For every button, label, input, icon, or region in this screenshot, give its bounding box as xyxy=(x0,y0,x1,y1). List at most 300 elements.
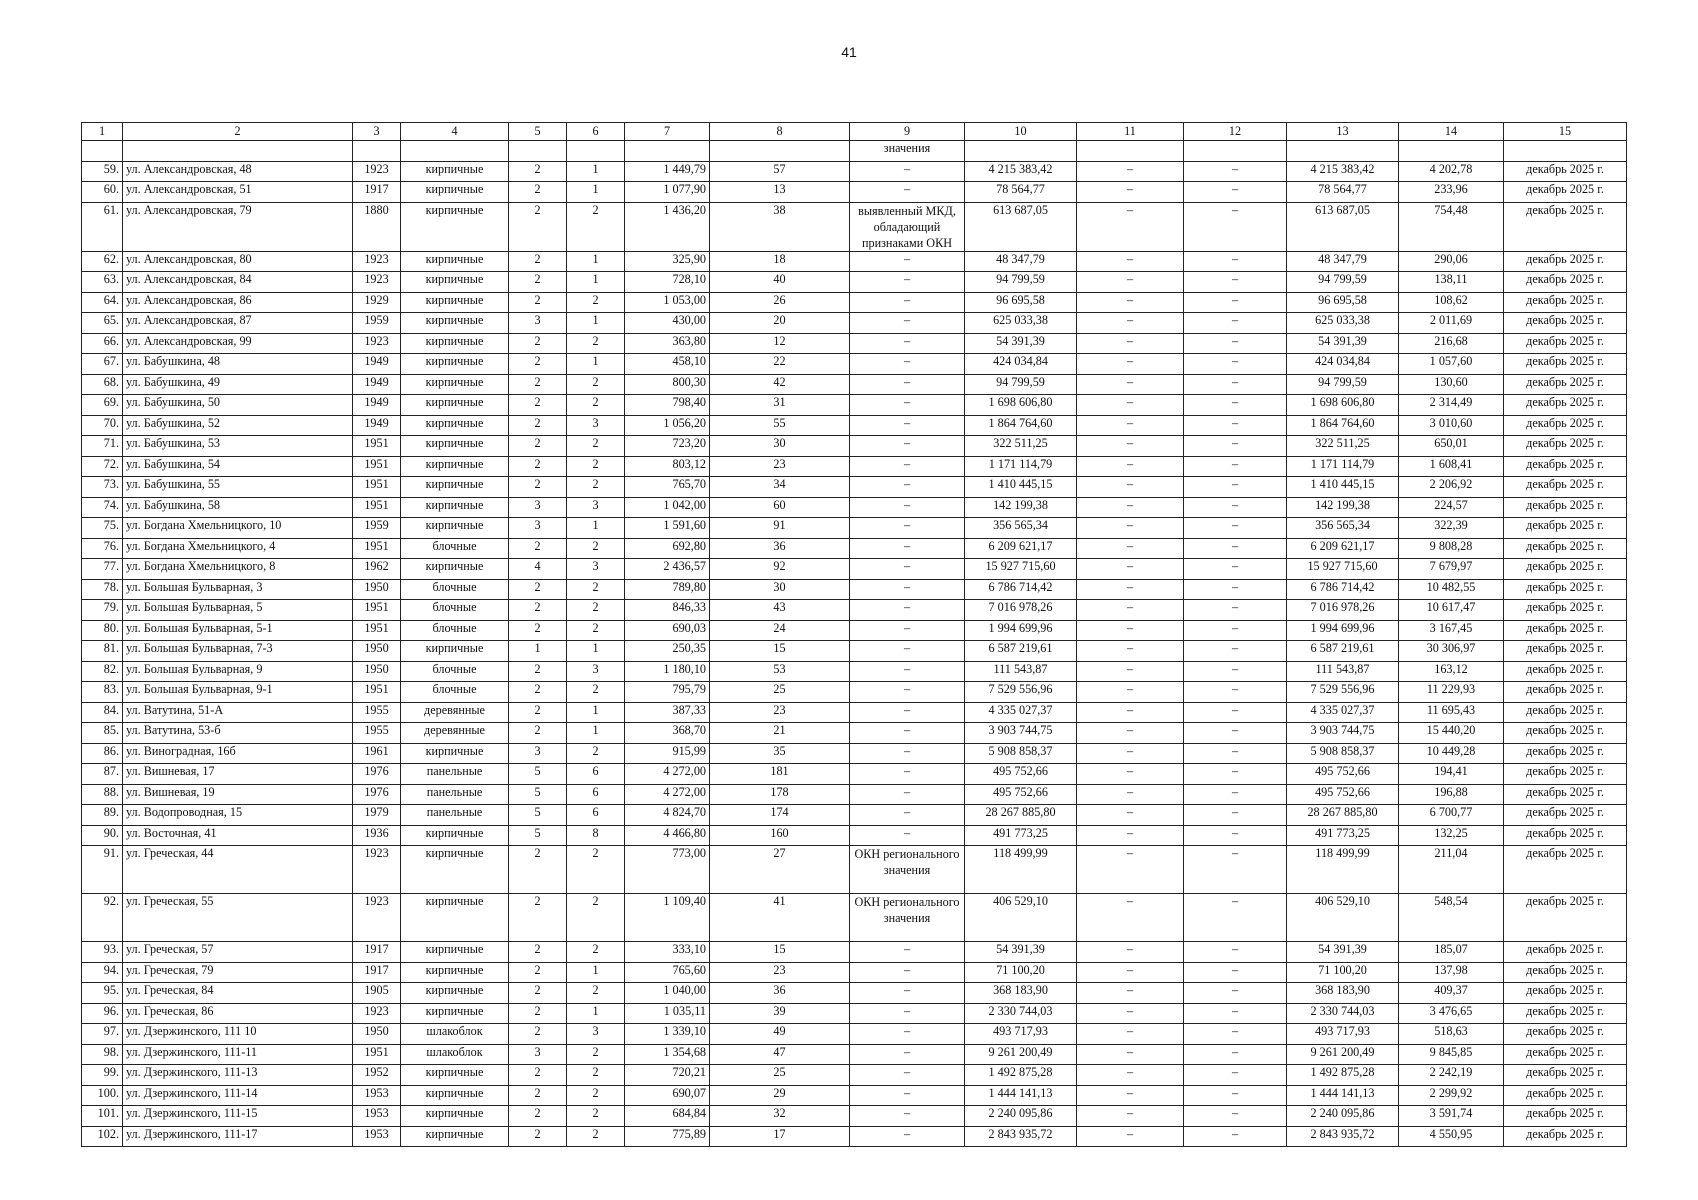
row-number-cell: 101. xyxy=(82,1106,123,1127)
floors-cell: 2 xyxy=(509,354,567,375)
cost-per-sqm-cell: 11 229,93 xyxy=(1399,682,1504,703)
area-cell: 1 591,60 xyxy=(625,518,710,539)
heritage-status-cell: – xyxy=(850,1106,965,1127)
cost-13-cell: 491 773,25 xyxy=(1287,825,1399,846)
residents-cell: 29 xyxy=(710,1085,850,1106)
row-number-cell: 94. xyxy=(82,962,123,983)
cost-per-sqm-cell: 9 845,85 xyxy=(1399,1044,1504,1065)
column-header: 5 xyxy=(509,123,567,141)
residents-cell: 47 xyxy=(710,1044,850,1065)
table-row xyxy=(82,764,1627,785)
column-header: 7 xyxy=(625,123,710,141)
address-cell: ул. Дзержинского, 111-14 xyxy=(123,1085,353,1106)
cost-total-cell: 493 717,93 xyxy=(965,1024,1077,1045)
entrances-cell: 2 xyxy=(567,538,625,559)
area-cell: 1 056,20 xyxy=(625,415,710,436)
empty-cell xyxy=(1287,141,1399,162)
area-cell: 692,80 xyxy=(625,538,710,559)
table-row xyxy=(82,702,1627,723)
table-row xyxy=(82,825,1627,846)
area-cell: 250,35 xyxy=(625,641,710,662)
cost-total-cell: 6 587 219,61 xyxy=(965,641,1077,662)
address-cell: ул. Большая Бульварная, 5 xyxy=(123,600,353,621)
floors-cell: 2 xyxy=(509,1126,567,1147)
cost-13-cell: 3 903 744,75 xyxy=(1287,723,1399,744)
floors-cell: 3 xyxy=(509,518,567,539)
address-cell: ул. Бабушкина, 52 xyxy=(123,415,353,436)
area-cell: 368,70 xyxy=(625,723,710,744)
deadline-cell: декабрь 2025 г. xyxy=(1504,374,1627,395)
entrances-cell: 3 xyxy=(567,415,625,436)
cost-13-cell: 1 864 764,60 xyxy=(1287,415,1399,436)
cost-total-cell: 1 864 764,60 xyxy=(965,415,1077,436)
address-cell: ул. Александровская, 84 xyxy=(123,272,353,293)
deadline-cell: декабрь 2025 г. xyxy=(1504,784,1627,805)
year-cell: 1951 xyxy=(353,456,401,477)
cost-per-sqm-cell: 130,60 xyxy=(1399,374,1504,395)
year-cell: 1950 xyxy=(353,641,401,662)
cost-12-cell: – xyxy=(1184,272,1287,293)
cost-11-cell: – xyxy=(1077,395,1184,416)
entrances-cell: 1 xyxy=(567,518,625,539)
cost-12-cell: – xyxy=(1184,354,1287,375)
cost-13-cell: 1 698 606,80 xyxy=(1287,395,1399,416)
cost-11-cell: – xyxy=(1077,374,1184,395)
row-number-cell: 77. xyxy=(82,559,123,580)
wall-material-cell: кирпичные xyxy=(401,182,509,203)
floors-cell: 2 xyxy=(509,942,567,963)
floors-cell: 2 xyxy=(509,661,567,682)
wall-material-cell: кирпичные xyxy=(401,161,509,182)
area-cell: 4 272,00 xyxy=(625,764,710,785)
residents-cell: 17 xyxy=(710,1126,850,1147)
cost-12-cell: – xyxy=(1184,161,1287,182)
cost-total-cell: 96 695,58 xyxy=(965,292,1077,313)
floors-cell: 2 xyxy=(509,538,567,559)
column-header: 11 xyxy=(1077,123,1184,141)
heritage-status-cell: – xyxy=(850,962,965,983)
entrances-cell: 1 xyxy=(567,702,625,723)
cost-per-sqm-cell: 754,48 xyxy=(1399,202,1504,251)
cost-11-cell: – xyxy=(1077,161,1184,182)
cost-11-cell: – xyxy=(1077,682,1184,703)
year-cell: 1917 xyxy=(353,942,401,963)
deadline-cell: декабрь 2025 г. xyxy=(1504,538,1627,559)
row-number-cell: 72. xyxy=(82,456,123,477)
address-cell: ул. Александровская, 80 xyxy=(123,251,353,272)
cost-13-cell: 1 444 141,13 xyxy=(1287,1085,1399,1106)
cost-total-cell: 48 347,79 xyxy=(965,251,1077,272)
residents-cell: 57 xyxy=(710,161,850,182)
deadline-cell: декабрь 2025 г. xyxy=(1504,743,1627,764)
entrances-cell: 2 xyxy=(567,682,625,703)
cost-13-cell: 406 529,10 xyxy=(1287,894,1399,942)
table-row xyxy=(82,333,1627,354)
address-cell: ул. Александровская, 79 xyxy=(123,202,353,251)
cost-per-sqm-cell: 290,06 xyxy=(1399,251,1504,272)
cost-total-cell: 491 773,25 xyxy=(965,825,1077,846)
area-cell: 690,03 xyxy=(625,620,710,641)
cost-11-cell: – xyxy=(1077,313,1184,334)
entrances-cell: 2 xyxy=(567,894,625,942)
cost-12-cell: – xyxy=(1184,456,1287,477)
floors-cell: 2 xyxy=(509,702,567,723)
heritage-status-cell: – xyxy=(850,1044,965,1065)
heritage-status-cell: – xyxy=(850,313,965,334)
residents-cell: 15 xyxy=(710,942,850,963)
deadline-cell: декабрь 2025 г. xyxy=(1504,723,1627,744)
heritage-status-cell: – xyxy=(850,702,965,723)
wall-material-cell: панельные xyxy=(401,805,509,826)
cost-total-cell: 495 752,66 xyxy=(965,784,1077,805)
cost-total-cell: 2 843 935,72 xyxy=(965,1126,1077,1147)
entrances-cell: 2 xyxy=(567,942,625,963)
cost-13-cell: 1 492 875,28 xyxy=(1287,1065,1399,1086)
heritage-status-cell: – xyxy=(850,1065,965,1086)
heritage-status-cell: выявленный МКД, обладающий признаками ОКН xyxy=(850,202,965,251)
heritage-status-cell: – xyxy=(850,1126,965,1147)
cost-12-cell: – xyxy=(1184,182,1287,203)
year-cell: 1955 xyxy=(353,723,401,744)
cost-per-sqm-cell: 163,12 xyxy=(1399,661,1504,682)
residents-cell: 25 xyxy=(710,1065,850,1086)
area-cell: 1 180,10 xyxy=(625,661,710,682)
entrances-cell: 6 xyxy=(567,764,625,785)
wall-material-cell: кирпичные xyxy=(401,641,509,662)
area-cell: 430,00 xyxy=(625,313,710,334)
entrances-cell: 2 xyxy=(567,436,625,457)
heritage-status-cell: – xyxy=(850,1003,965,1024)
cost-11-cell: – xyxy=(1077,538,1184,559)
wall-material-cell: кирпичные xyxy=(401,333,509,354)
area-cell: 4 272,00 xyxy=(625,784,710,805)
cost-11-cell: – xyxy=(1077,1085,1184,1106)
table-row xyxy=(82,251,1627,272)
cost-11-cell: – xyxy=(1077,962,1184,983)
cost-total-cell: 4 215 383,42 xyxy=(965,161,1077,182)
year-cell: 1923 xyxy=(353,1003,401,1024)
entrances-cell: 3 xyxy=(567,559,625,580)
cost-13-cell: 6 587 219,61 xyxy=(1287,641,1399,662)
column-header: 14 xyxy=(1399,123,1504,141)
deadline-cell: декабрь 2025 г. xyxy=(1504,942,1627,963)
floors-cell: 2 xyxy=(509,415,567,436)
heritage-status-cell: – xyxy=(850,764,965,785)
address-cell: ул. Большая Бульварная, 3 xyxy=(123,579,353,600)
heritage-status-cell: – xyxy=(850,333,965,354)
cost-12-cell: – xyxy=(1184,983,1287,1004)
year-cell: 1951 xyxy=(353,497,401,518)
wall-material-cell: кирпичные xyxy=(401,354,509,375)
empty-cell xyxy=(123,141,353,162)
cost-11-cell: – xyxy=(1077,354,1184,375)
deadline-cell: декабрь 2025 г. xyxy=(1504,661,1627,682)
deadline-cell: декабрь 2025 г. xyxy=(1504,894,1627,942)
year-cell: 1951 xyxy=(353,620,401,641)
year-cell: 1949 xyxy=(353,354,401,375)
cost-11-cell: – xyxy=(1077,497,1184,518)
heritage-status-cell: – xyxy=(850,805,965,826)
heritage-status-cell: – xyxy=(850,395,965,416)
cost-per-sqm-cell: 2 011,69 xyxy=(1399,313,1504,334)
residents-cell: 25 xyxy=(710,682,850,703)
area-cell: 690,07 xyxy=(625,1085,710,1106)
cost-12-cell: – xyxy=(1184,395,1287,416)
year-cell: 1959 xyxy=(353,518,401,539)
cost-per-sqm-cell: 3 591,74 xyxy=(1399,1106,1504,1127)
year-cell: 1949 xyxy=(353,395,401,416)
cost-total-cell: 3 903 744,75 xyxy=(965,723,1077,744)
wall-material-cell: панельные xyxy=(401,784,509,805)
table-row xyxy=(82,682,1627,703)
cost-13-cell: 1 171 114,79 xyxy=(1287,456,1399,477)
residents-cell: 15 xyxy=(710,641,850,662)
cost-per-sqm-cell: 322,39 xyxy=(1399,518,1504,539)
floors-cell: 2 xyxy=(509,1106,567,1127)
cost-total-cell: 54 391,39 xyxy=(965,333,1077,354)
heritage-status-cell: – xyxy=(850,272,965,293)
cost-total-cell: 322 511,25 xyxy=(965,436,1077,457)
table-row xyxy=(82,600,1627,621)
heritage-status-cell: ОКН регионального значения xyxy=(850,894,965,942)
cost-13-cell: 7 016 978,26 xyxy=(1287,600,1399,621)
floors-cell: 2 xyxy=(509,272,567,293)
entrances-cell: 2 xyxy=(567,743,625,764)
column-header: 2 xyxy=(123,123,353,141)
entrances-cell: 2 xyxy=(567,620,625,641)
cost-per-sqm-cell: 211,04 xyxy=(1399,846,1504,894)
row-number-cell: 97. xyxy=(82,1024,123,1045)
year-cell: 1951 xyxy=(353,682,401,703)
table-row xyxy=(82,894,1627,942)
cost-total-cell: 1 994 699,96 xyxy=(965,620,1077,641)
residents-cell: 43 xyxy=(710,600,850,621)
floors-cell: 2 xyxy=(509,182,567,203)
entrances-cell: 2 xyxy=(567,456,625,477)
wall-material-cell: блочные xyxy=(401,579,509,600)
cost-total-cell: 4 335 027,37 xyxy=(965,702,1077,723)
cost-13-cell: 613 687,05 xyxy=(1287,202,1399,251)
deadline-cell: декабрь 2025 г. xyxy=(1504,251,1627,272)
row-number-cell: 64. xyxy=(82,292,123,313)
deadline-cell: декабрь 2025 г. xyxy=(1504,846,1627,894)
wall-material-cell: кирпичные xyxy=(401,374,509,395)
row-number-cell: 78. xyxy=(82,579,123,600)
area-cell: 1 449,79 xyxy=(625,161,710,182)
table-row xyxy=(82,182,1627,203)
residents-cell: 30 xyxy=(710,579,850,600)
column-header-row xyxy=(82,123,1627,141)
entrances-cell: 6 xyxy=(567,784,625,805)
address-cell: ул. Александровская, 86 xyxy=(123,292,353,313)
address-cell: ул. Водопроводная, 15 xyxy=(123,805,353,826)
table-row xyxy=(82,805,1627,826)
heritage-status-cell: – xyxy=(850,784,965,805)
row-number-cell: 74. xyxy=(82,497,123,518)
row-number-cell: 75. xyxy=(82,518,123,539)
cost-12-cell: – xyxy=(1184,579,1287,600)
area-cell: 1 040,00 xyxy=(625,983,710,1004)
cost-12-cell: – xyxy=(1184,374,1287,395)
cost-11-cell: – xyxy=(1077,182,1184,203)
cost-11-cell: – xyxy=(1077,1003,1184,1024)
area-cell: 458,10 xyxy=(625,354,710,375)
floors-cell: 2 xyxy=(509,962,567,983)
cost-12-cell: – xyxy=(1184,251,1287,272)
area-cell: 1 354,68 xyxy=(625,1044,710,1065)
wall-material-cell: шлакоблок xyxy=(401,1044,509,1065)
cost-per-sqm-cell: 137,98 xyxy=(1399,962,1504,983)
cost-total-cell: 7 529 556,96 xyxy=(965,682,1077,703)
page-number: 41 xyxy=(841,44,857,60)
floors-cell: 5 xyxy=(509,764,567,785)
area-cell: 798,40 xyxy=(625,395,710,416)
cost-per-sqm-cell: 7 679,97 xyxy=(1399,559,1504,580)
deadline-cell: декабрь 2025 г. xyxy=(1504,477,1627,498)
floors-cell: 2 xyxy=(509,846,567,894)
residents-cell: 40 xyxy=(710,272,850,293)
year-cell: 1951 xyxy=(353,538,401,559)
cost-11-cell: – xyxy=(1077,620,1184,641)
area-cell: 915,99 xyxy=(625,743,710,764)
residents-cell: 42 xyxy=(710,374,850,395)
cost-per-sqm-cell: 10 482,55 xyxy=(1399,579,1504,600)
cost-13-cell: 1 994 699,96 xyxy=(1287,620,1399,641)
wall-material-cell: блочные xyxy=(401,682,509,703)
heritage-status-cell: – xyxy=(850,456,965,477)
cost-total-cell: 2 330 744,03 xyxy=(965,1003,1077,1024)
table-row xyxy=(82,661,1627,682)
row-number-cell: 65. xyxy=(82,313,123,334)
cost-total-cell: 1 698 606,80 xyxy=(965,395,1077,416)
row-number-cell: 85. xyxy=(82,723,123,744)
cost-13-cell: 495 752,66 xyxy=(1287,764,1399,785)
deadline-cell: декабрь 2025 г. xyxy=(1504,518,1627,539)
cost-13-cell: 424 034,84 xyxy=(1287,354,1399,375)
heritage-status-cell: – xyxy=(850,354,965,375)
cost-total-cell: 406 529,10 xyxy=(965,894,1077,942)
cost-11-cell: – xyxy=(1077,846,1184,894)
address-cell: ул. Бабушкина, 48 xyxy=(123,354,353,375)
table-row xyxy=(82,942,1627,963)
residents-cell: 49 xyxy=(710,1024,850,1045)
cost-12-cell: – xyxy=(1184,313,1287,334)
cost-total-cell: 15 927 715,60 xyxy=(965,559,1077,580)
address-cell: ул. Большая Бульварная, 9 xyxy=(123,661,353,682)
entrances-cell: 2 xyxy=(567,983,625,1004)
deadline-cell: декабрь 2025 г. xyxy=(1504,313,1627,334)
year-cell: 1917 xyxy=(353,962,401,983)
entrances-cell: 1 xyxy=(567,723,625,744)
address-cell: ул. Ватутина, 53-б xyxy=(123,723,353,744)
cost-total-cell: 9 261 200,49 xyxy=(965,1044,1077,1065)
table-row xyxy=(82,518,1627,539)
residents-cell: 12 xyxy=(710,333,850,354)
residents-cell: 20 xyxy=(710,313,850,334)
deadline-cell: декабрь 2025 г. xyxy=(1504,354,1627,375)
cost-total-cell: 54 391,39 xyxy=(965,942,1077,963)
entrances-cell: 1 xyxy=(567,962,625,983)
entrances-cell: 2 xyxy=(567,1065,625,1086)
cost-11-cell: – xyxy=(1077,202,1184,251)
address-cell: ул. Дзержинского, 111-17 xyxy=(123,1126,353,1147)
cost-11-cell: – xyxy=(1077,1126,1184,1147)
table-row xyxy=(82,1044,1627,1065)
cost-13-cell: 322 511,25 xyxy=(1287,436,1399,457)
wall-material-cell: кирпичные xyxy=(401,1085,509,1106)
deadline-cell: декабрь 2025 г. xyxy=(1504,415,1627,436)
cost-13-cell: 625 033,38 xyxy=(1287,313,1399,334)
cost-per-sqm-cell: 15 440,20 xyxy=(1399,723,1504,744)
year-cell: 1979 xyxy=(353,805,401,826)
cost-13-cell: 96 695,58 xyxy=(1287,292,1399,313)
cost-total-cell: 1 492 875,28 xyxy=(965,1065,1077,1086)
row-number-cell: 100. xyxy=(82,1085,123,1106)
table-row xyxy=(82,1065,1627,1086)
cost-per-sqm-cell: 4 550,95 xyxy=(1399,1126,1504,1147)
floors-cell: 2 xyxy=(509,374,567,395)
table-row xyxy=(82,784,1627,805)
deadline-cell: декабрь 2025 г. xyxy=(1504,333,1627,354)
address-cell: ул. Александровская, 48 xyxy=(123,161,353,182)
table-row xyxy=(82,743,1627,764)
cost-total-cell: 1 444 141,13 xyxy=(965,1085,1077,1106)
heritage-status-cell: – xyxy=(850,579,965,600)
cost-12-cell: – xyxy=(1184,559,1287,580)
row-number-cell: 69. xyxy=(82,395,123,416)
entrances-cell: 6 xyxy=(567,805,625,826)
year-cell: 1923 xyxy=(353,894,401,942)
cost-per-sqm-cell: 3 167,45 xyxy=(1399,620,1504,641)
year-cell: 1923 xyxy=(353,161,401,182)
address-cell: ул. Греческая, 84 xyxy=(123,983,353,1004)
empty-cell xyxy=(965,141,1077,162)
area-cell: 387,33 xyxy=(625,702,710,723)
table-row xyxy=(82,1126,1627,1147)
empty-cell xyxy=(1399,141,1504,162)
cost-11-cell: – xyxy=(1077,723,1184,744)
floors-cell: 2 xyxy=(509,1085,567,1106)
wall-material-cell: кирпичные xyxy=(401,846,509,894)
floors-cell: 2 xyxy=(509,161,567,182)
year-cell: 1962 xyxy=(353,559,401,580)
cost-total-cell: 424 034,84 xyxy=(965,354,1077,375)
floors-cell: 2 xyxy=(509,723,567,744)
floors-cell: 2 xyxy=(509,983,567,1004)
deadline-cell: декабрь 2025 г. xyxy=(1504,962,1627,983)
cost-13-cell: 54 391,39 xyxy=(1287,333,1399,354)
row-number-cell: 90. xyxy=(82,825,123,846)
heritage-status-cell: – xyxy=(850,743,965,764)
cost-12-cell: – xyxy=(1184,415,1287,436)
area-cell: 1 035,11 xyxy=(625,1003,710,1024)
row-number-cell: 63. xyxy=(82,272,123,293)
entrances-cell: 2 xyxy=(567,600,625,621)
deadline-cell: декабрь 2025 г. xyxy=(1504,395,1627,416)
cost-total-cell: 1 410 445,15 xyxy=(965,477,1077,498)
heritage-status-cell: – xyxy=(850,723,965,744)
empty-cell xyxy=(1077,141,1184,162)
area-cell: 1 436,20 xyxy=(625,202,710,251)
cost-13-cell: 368 183,90 xyxy=(1287,983,1399,1004)
cost-12-cell: – xyxy=(1184,1003,1287,1024)
cost-12-cell: – xyxy=(1184,805,1287,826)
cost-12-cell: – xyxy=(1184,620,1287,641)
table-row xyxy=(82,983,1627,1004)
entrances-cell: 1 xyxy=(567,313,625,334)
empty-cell xyxy=(625,141,710,162)
year-cell: 1952 xyxy=(353,1065,401,1086)
